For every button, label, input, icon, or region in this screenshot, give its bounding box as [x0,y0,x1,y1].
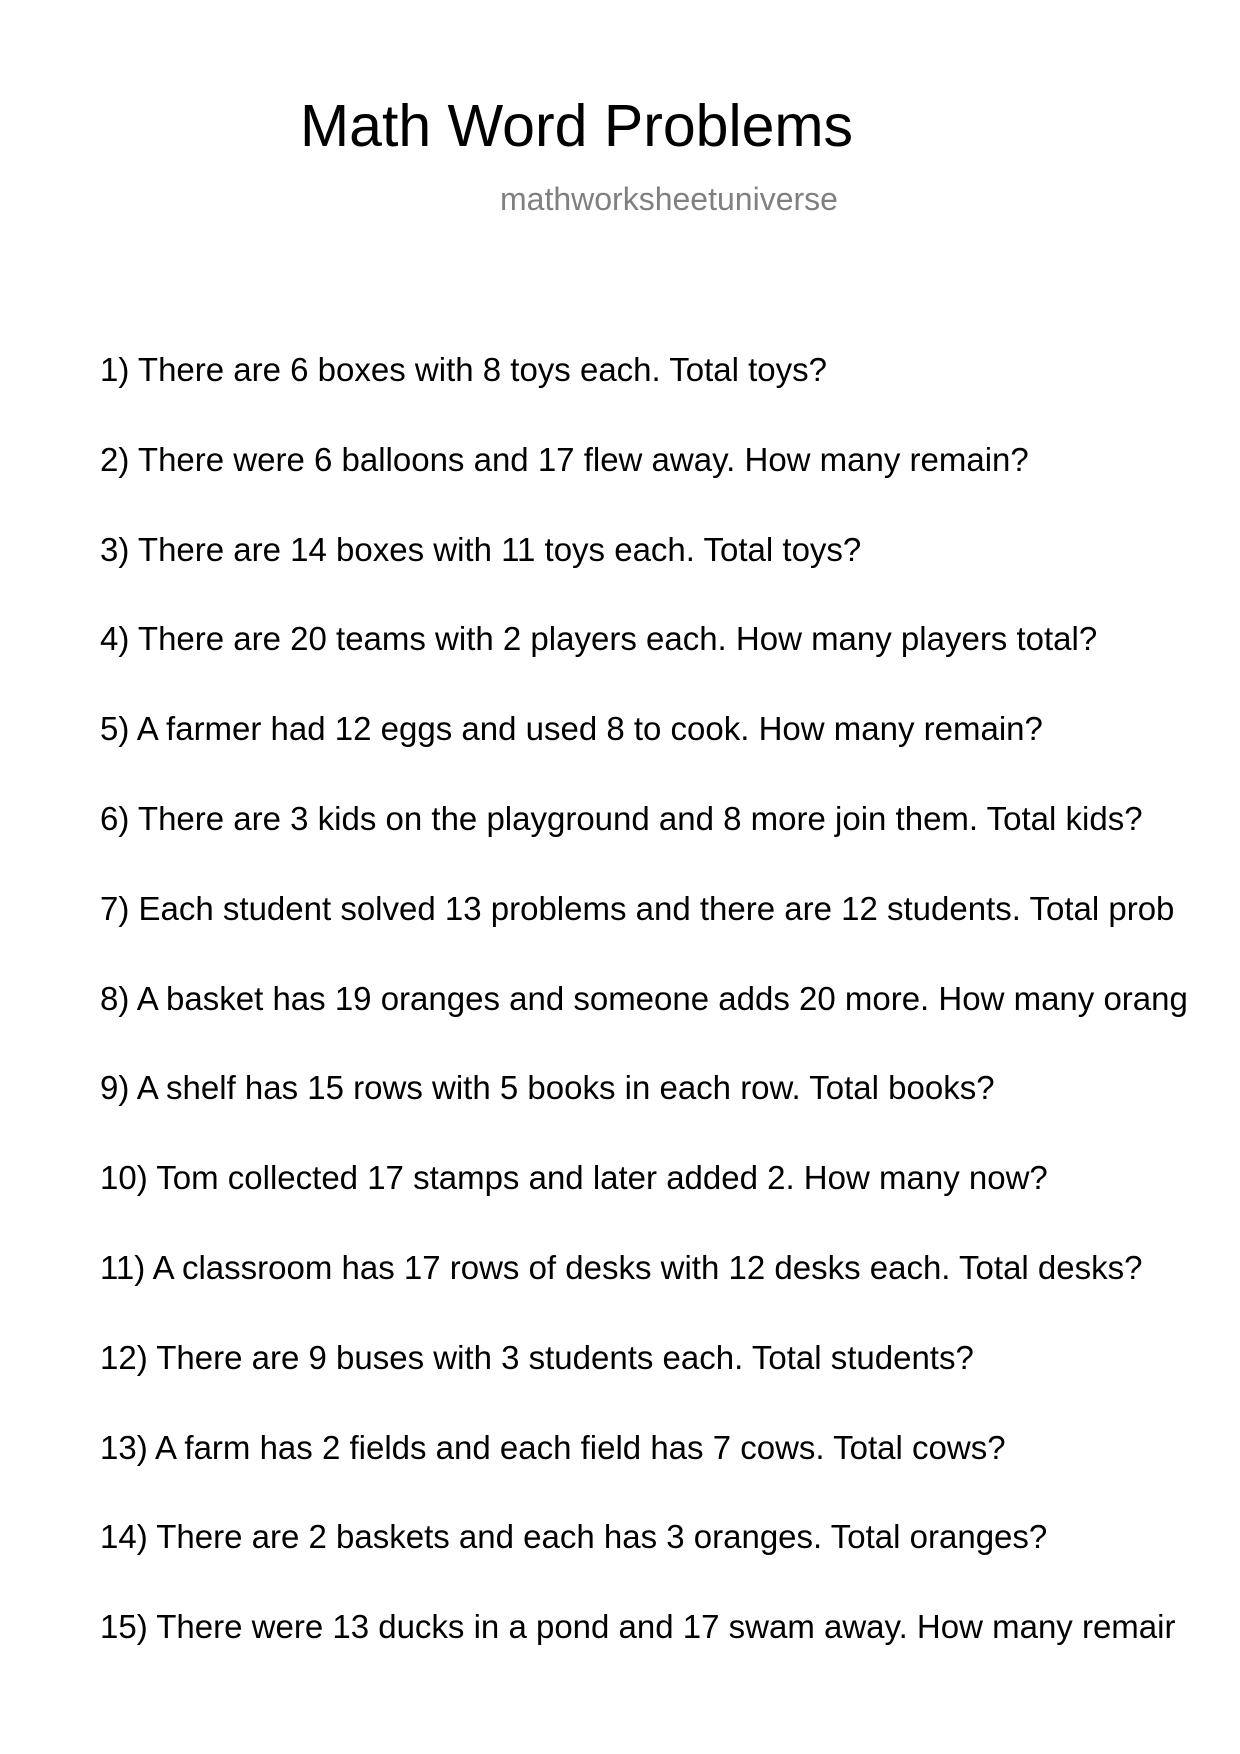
problem-item-15: 15) There were 13 ducks in a pond and 17 swam away. How many remair [100,1608,1176,1646]
problem-item-3: 3) There are 14 boxes with 11 toys each. Total toys? [100,530,862,568]
problem-item-14: 14) There are 2 baskets and each has 3 oranges. Total oranges? [100,1518,1048,1556]
problem-item-12: 12) There are 9 buses with 3 students each. Total students? [100,1338,974,1376]
problem-item-11: 11) A classroom has 17 rows of desks with 12 desks each. Total desks? [100,1248,1143,1286]
problem-item-9: 9) A shelf has 15 rows with 5 books in each row. Total books? [100,1069,995,1107]
problem-item-6: 6) There are 3 kids on the playground and 8 more join them. Total kids? [100,799,1143,837]
page-title: Math Word Problems [300,93,854,159]
problem-item-8: 8) A basket has 19 oranges and someone adds 20 more. How many orang [100,979,1188,1017]
problem-item-5: 5) A farmer had 12 eggs and used 8 to cook. How many remain? [100,710,1043,748]
problem-item-4: 4) There are 20 teams with 2 players each. How many players total? [100,620,1098,658]
problem-item-1: 1) There are 6 boxes with 8 toys each. Total toys? [100,351,828,388]
problem-item-10: 10) Tom collected 17 stamps and later added 2. How many now? [100,1159,1048,1197]
problem-list [100,348,1188,1695]
problem-item-7: 7) Each student solved 13 problems and there are 12 students. Total prob [100,889,1175,927]
source-label: mathworksheetuniverse [500,181,838,217]
problem-item-13: 13) A farm has 2 fields and each field has 7 cows. Total cows? [100,1428,1006,1466]
problem-item-2: 2) There were 6 balloons and 17 flew away. How many remain? [100,440,1029,478]
